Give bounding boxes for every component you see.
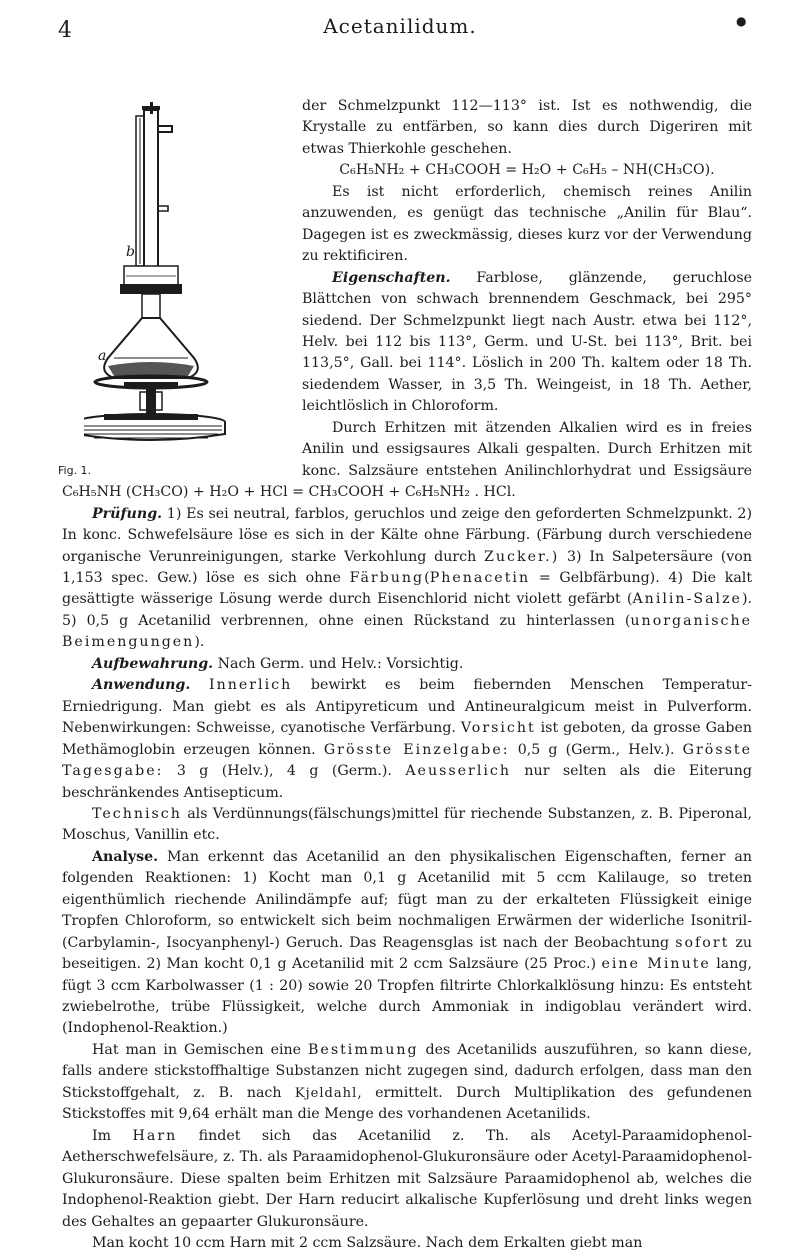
figure-apparatus [56,96,294,480]
distillation-apparatus-illustration [84,96,274,446]
pruefung-anilin-salze: Anilin-Salze [632,591,742,608]
anwendung-body-5: nur selten als die Eiterung beschränkendes Antisepticum. [62,763,753,801]
analyse-sofort: sofort [675,934,730,951]
pruefung-phenacetin: Phenacetin [429,569,531,586]
para-technisch [62,804,752,847]
harn-body-1: Im [92,1127,112,1144]
para-anilin: Es ist nicht erforderlich, chemisch reines Anilin anzuwenden, es genügt das technische „Anilin für Blau“. Dagegen ist es zweckmässig, dieses kurz vor der Verwendung zu rektificiren. [302,183,752,265]
pruefung-unorganisch: unorganische Beimengungen [62,612,752,651]
aufbewahrung-body: Nach Germ. und Helv.: Vorsichtig. [217,655,464,672]
formula-synthesis: C₆H₅NH₂ + CH₃COOH = H₂O + C₆H₅ – NH(CH₃CO). [339,162,715,179]
figure-caption: Fig. 1. [58,464,92,477]
anwendung-vorsicht: Vorsicht [460,720,536,737]
technisch-body: als Verdünnungs(fälschungs)mittel für riechende Substanzen, z. B. Piperonal, Moschus, Vanillin etc. [62,805,752,844]
para-harn [62,1126,752,1233]
page-mark: ● [736,14,747,28]
para-last: Man kocht 10 ccm Harn mit 2 ccm Salzsäure. Nach dem Erkalten giebt man [92,1235,643,1252]
anwendung-body-1: bewirkt es beim fiebernden Menschen Temperatur-Erniedrigung. Man giebt es als Antipyreticum und Antineuralgicum meist in Pulverform. Nebenwirkungen: Schweisse, cyanotische Verfärbung. [62,677,752,737]
anwendung-innerlich: Innerlich [209,677,293,694]
label-b: b [126,244,135,260]
pruefung-body-4: = Gelbfärbung). 4) Die kalt gesättigte wässerige Lösung werde durch Eisenchlorid nicht violett gefärbt ( [62,569,753,608]
pruefung-faerbung: Färbung [349,569,425,586]
bestimmung-body-3: , ermittelt. Durch Multiplikation des gefundenen Stickstoffes mit 9,64 erhält man die Menge des vorhandenen Acetanilids. [62,1084,752,1123]
anwendung-body-3: 0,5 g (Germ., Helv.). [517,741,675,758]
heading-aufbewahrung: Aufbewahrung. [92,655,214,672]
para-anwendung [62,675,752,804]
pruefung-body-2: 3) In Salpetersäure (von 1,153 spec. Gew.) löse es sich ohne [62,548,752,586]
bestimmung-kjeldahl: Kjeldahl [294,1085,358,1101]
bestimmung-body-1: Hat man in Gemischen eine [92,1041,302,1058]
heading-pruefung: Prüfung. [92,505,163,522]
pruefung-body-3: ( [424,569,430,586]
pruefung-body-5: ). 5) 0,5 g Acetanilid verbrennen, ohne einen Rückstand zu hinterlassen ( [62,591,752,629]
pruefung-body-1: 1) Es sei neutral, farblos, geruchlos und zeige den geforderten Schmelzpunkt. 2) In konc. Schwefelsäure löse es sich in der Kälte ohne Färbung. (Färbung durch verschiedene organische Verunreinigungen, starke Verkohlung durch [62,505,752,565]
eigenschaften-body: Farblose, glänzende, geruchlose Blättchen von schwach brennendem Geschmack, bei 295° siedend. Der Schmelzpunkt liegt nach Austr. etwa bei 112°, Helv. bei 112 bis 113°, Germ. und U-St. bei 113°, Brit. bei 113,5°, Gall. bei 114°. Löslich in 200 Th. kaltem oder 18 Th. siedendem Wasser, in 3,5 Th. Weingeist, in 18 Th. Aether, leichtlöslich in Chloroform. [302,269,752,415]
body-text [58,96,753,1254]
harn-label: Harn [132,1127,178,1144]
technisch-label: Technisch [92,805,182,822]
analyse-body-1: Man erkennt das Acetanilid an den physikalischen Eigenschaften, ferner an folgenden Reaktionen: 1) Kocht man 0,1 g Acetanilid mit 5 ccm Kalilauge, so treten eigenthümlich riechende Anilindämpfe auf; fügt man zu der erkalteten Flüssigkeit einige Tropfen Chloroform, so entwickelt sich beim nochmaligen Erwärmen der widerliche Isonitril- (Carbylamin-, Isocyanphenyl-) Geruch. Das Reagensglas ist nach der Beobachtung [62,848,752,951]
para-bestimmung [62,1040,752,1126]
para-pruefung [62,504,752,654]
heading-analyse: Analyse. [92,848,159,865]
bestimmung-label: Bestimmung [308,1041,419,1058]
heading-anwendung: Anwendung. [92,677,191,694]
anwendung-einzelgabe: Grösste Einzelgabe: [323,741,510,758]
anwendung-aeusserlich: Aeusserlich [405,763,511,780]
para-intro: der Schmelzpunkt 112—113° ist. Ist es nothwendig, die Krystalle zu entfärben, so kann dies durch Digeriren mit etwas Thierkohle geschehen. [302,98,752,157]
para-spaltung: Durch Erhitzen mit ätzenden Alkalien wird es in freies Anilin und essigsaures Alkali gespalten. Durch Erhitzen mit konc. Salzsäure entstehen Anilinchlorhydrat und Essigsäure C₆H₅NH (CH₃CO) + H₂O + HCl = CH₃COOH + C₆H₅NH₂ . HCl. [62,419,752,501]
harn-body-2: findet sich das Acetanilid z. Th. als Acetyl-Paraamidophenol-Aetherschwefelsäure, z. Th. als Paraamidophenol-Glukuronsäure oder Acetyl-Paraamidophenol-Glukuronsäure. Diese spalten beim Erhitzen mit Salzsäure Paraamidophenol ab, welches die Indophenol-Reaktion giebt. Der Harn reducirt alkalische Kupferlösung und dreht links wegen des Gehaltes an gepaarter Glukuronsäure. [62,1127,752,1230]
para-analyse [62,847,752,1040]
analyse-body-2: zu beseitigen. 2) Man kocht 0,1 g Acetanilid mit 2 ccm Salzsäure (25 Proc.) [62,934,753,973]
page-number: 4 [58,18,72,43]
para-aufbewahrung [62,654,752,675]
label-a: a [98,348,107,364]
analyse-minute: eine Minute [601,956,711,973]
running-title: Acetanilidum. [323,14,477,38]
analyse-body-3: lang, fügt 3 ccm Karbolwasser (1 : 20) sowie 20 Tropfen filtrirte Chlorkalklösung hinzu: Es entsteht zwiebelrothe, trübe Flüssigkeit, welche durch Ammoniak in indigoblau verändert wird. (Indophenol-Reaktion.) [62,956,752,1037]
pruefung-body-6: ). [194,634,205,651]
anwendung-tagesgabe: Grösste Tagesgabe: [62,741,752,780]
anwendung-body-4: 3 g (Helv.), 4 g (Germ.). [176,763,392,780]
pruefung-zucker: Zucker.) [484,548,560,565]
heading-eigenschaften: Eigenschaften. [332,269,451,286]
bestimmung-body-2: des Acetanilids auszuführen, so kann diese, falls andere stickstoffhaltige Substanzen nicht zugegen sind, dadurch erfolgen, dass man den Stickstoffgehalt, z. B. nach [62,1041,752,1101]
anwendung-body-2: ist geboten, da grosse Gaben Methämoglobin erzeugen können. [62,720,752,758]
